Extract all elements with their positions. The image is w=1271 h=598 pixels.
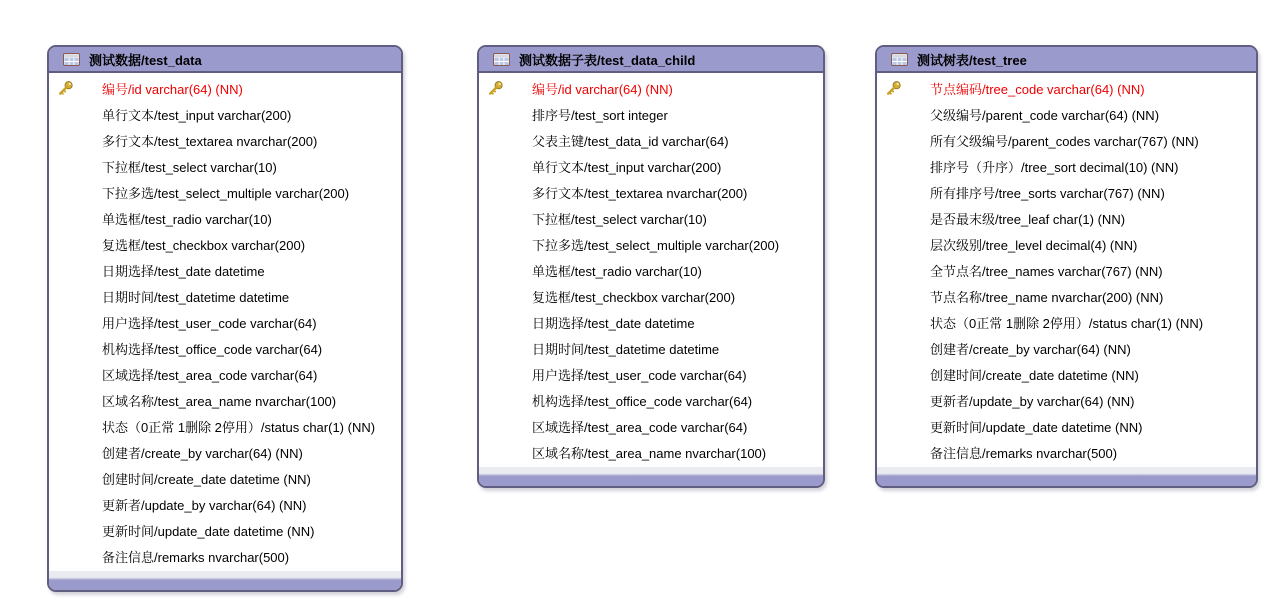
- field-list: [49, 73, 401, 571]
- field-row[interactable]: [877, 257, 1256, 283]
- field-row[interactable]: [877, 179, 1256, 205]
- field-row[interactable]: [479, 335, 823, 361]
- primary-key-icon: [57, 236, 74, 253]
- field-label: 区域名称/test_area_name nvarchar(100): [532, 445, 767, 461]
- field-row[interactable]: [479, 283, 823, 309]
- field-label: 父表主键/test_data_id varchar(64): [532, 133, 729, 149]
- primary-key-icon: [57, 496, 74, 513]
- primary-key-icon: [885, 210, 902, 227]
- field-row[interactable]: [49, 517, 401, 543]
- primary-key-icon: [885, 418, 902, 435]
- field-label: 区域选择/test_area_code varchar(64): [102, 367, 318, 383]
- db-table[interactable]: [875, 45, 1258, 488]
- field-row[interactable]: [479, 127, 823, 153]
- primary-key-icon: [487, 366, 504, 383]
- field-row[interactable]: [49, 283, 401, 309]
- field-label: 用户选择/test_user_code varchar(64): [532, 367, 747, 383]
- primary-key-icon: [885, 444, 902, 461]
- field-label: 单行文本/test_input varchar(200): [102, 107, 292, 123]
- primary-key-icon: [57, 184, 74, 201]
- field-label: 更新时间/update_date datetime (NN): [930, 419, 1143, 435]
- field-label: 备注信息/remarks nvarchar(500): [102, 549, 290, 565]
- field-row[interactable]: [479, 387, 823, 413]
- field-row[interactable]: [49, 101, 401, 127]
- field-label: 用户选择/test_user_code varchar(64): [102, 315, 317, 331]
- field-label: 排序号（升序）/tree_sort decimal(10) (NN): [930, 159, 1179, 175]
- field-label: 日期时间/test_datetime datetime: [102, 289, 290, 305]
- field-label: 机构选择/test_office_code varchar(64): [102, 341, 323, 357]
- field-label: 日期选择/test_date datetime: [532, 315, 695, 331]
- field-label: 单选框/test_radio varchar(10): [532, 263, 702, 279]
- field-row[interactable]: [479, 75, 823, 101]
- field-row[interactable]: [479, 153, 823, 179]
- primary-key-icon: [57, 470, 74, 487]
- primary-key-icon: [57, 418, 74, 435]
- field-list: [479, 73, 823, 467]
- primary-key-icon: [57, 392, 74, 409]
- primary-key-icon: [487, 418, 504, 435]
- field-label: 全节点名/tree_names varchar(767) (NN): [930, 263, 1163, 279]
- field-row[interactable]: [877, 205, 1256, 231]
- primary-key-icon: [885, 366, 902, 383]
- field-label: 排序号/test_sort integer: [532, 107, 668, 123]
- primary-key-icon: [885, 106, 902, 123]
- primary-key-icon: [57, 366, 74, 383]
- field-row[interactable]: [877, 283, 1256, 309]
- primary-key-icon: [487, 158, 504, 175]
- field-row[interactable]: [877, 309, 1256, 335]
- primary-key-icon: [57, 314, 74, 331]
- field-row[interactable]: [877, 231, 1256, 257]
- primary-key-icon: [57, 444, 74, 461]
- field-row[interactable]: [479, 413, 823, 439]
- table-grid-icon: [63, 53, 80, 66]
- field-label: 复选框/test_checkbox varchar(200): [532, 289, 736, 305]
- primary-key-icon: [885, 132, 902, 149]
- field-label: 更新者/update_by varchar(64) (NN): [930, 393, 1135, 409]
- field-label: 多行文本/test_textarea nvarchar(200): [102, 133, 318, 149]
- field-label: 备注信息/remarks nvarchar(500): [930, 445, 1118, 461]
- field-row[interactable]: [479, 205, 823, 231]
- field-label: 下拉框/test_select varchar(10): [532, 211, 707, 227]
- db-table-header[interactable]: [877, 47, 1256, 73]
- field-label: 节点名称/tree_name nvarchar(200) (NN): [930, 289, 1164, 305]
- primary-key-icon: [487, 80, 504, 97]
- primary-key-icon: [487, 236, 504, 253]
- field-row[interactable]: [479, 439, 823, 465]
- field-row[interactable]: [479, 361, 823, 387]
- field-row[interactable]: [877, 413, 1256, 439]
- primary-key-icon: [487, 340, 504, 357]
- field-row[interactable]: [877, 75, 1256, 101]
- field-label: 层次级别/tree_level decimal(4) (NN): [930, 237, 1138, 253]
- primary-key-icon: [487, 106, 504, 123]
- field-row[interactable]: [479, 101, 823, 127]
- table-title: 测试数据/test_data: [89, 52, 202, 68]
- primary-key-icon: [885, 158, 902, 175]
- field-row[interactable]: [49, 75, 401, 101]
- field-label: 是否最末级/tree_leaf char(1) (NN): [930, 211, 1126, 227]
- primary-key-icon: [57, 132, 74, 149]
- primary-key-icon: [885, 262, 902, 279]
- field-row[interactable]: [49, 413, 401, 439]
- field-row[interactable]: [49, 153, 401, 179]
- field-label: 编号/id varchar(64) (NN): [532, 81, 673, 97]
- field-label: 下拉多选/test_select_multiple varchar(200): [102, 185, 350, 201]
- primary-key-icon: [885, 184, 902, 201]
- field-row[interactable]: [877, 101, 1256, 127]
- field-label: 父级编号/parent_code varchar(64) (NN): [930, 107, 1160, 123]
- field-label: 创建者/create_by varchar(64) (NN): [930, 341, 1131, 357]
- table-footer: [877, 467, 1256, 486]
- primary-key-icon: [57, 106, 74, 123]
- field-row[interactable]: [49, 205, 401, 231]
- field-label: 编号/id varchar(64) (NN): [102, 81, 243, 97]
- field-row[interactable]: [49, 543, 401, 569]
- primary-key-icon: [487, 132, 504, 149]
- primary-key-icon: [57, 80, 74, 97]
- primary-key-icon: [487, 184, 504, 201]
- primary-key-icon: [885, 392, 902, 409]
- primary-key-icon: [487, 314, 504, 331]
- field-label: 更新时间/update_date datetime (NN): [102, 523, 315, 539]
- field-row[interactable]: [877, 361, 1256, 387]
- primary-key-icon: [885, 80, 902, 97]
- field-row[interactable]: [479, 257, 823, 283]
- field-row[interactable]: [49, 361, 401, 387]
- db-table[interactable]: [477, 45, 825, 488]
- field-label: 更新者/update_by varchar(64) (NN): [102, 497, 307, 513]
- table-footer: [49, 571, 401, 590]
- field-label: 所有父级编号/parent_codes varchar(767) (NN): [930, 133, 1199, 149]
- primary-key-icon: [57, 548, 74, 565]
- primary-key-icon: [885, 340, 902, 357]
- primary-key-icon: [57, 288, 74, 305]
- primary-key-icon: [57, 158, 74, 175]
- field-row[interactable]: [877, 127, 1256, 153]
- primary-key-icon: [487, 444, 504, 461]
- table-title: 测试树表/test_tree: [917, 52, 1027, 68]
- db-table-header[interactable]: [49, 47, 401, 73]
- field-label: 下拉多选/test_select_multiple varchar(200): [532, 237, 780, 253]
- field-row[interactable]: [877, 439, 1256, 465]
- field-row[interactable]: [479, 179, 823, 205]
- table-title: 测试数据子表/test_data_child: [519, 52, 696, 68]
- primary-key-icon: [885, 236, 902, 253]
- field-row[interactable]: [49, 309, 401, 335]
- field-row[interactable]: [479, 309, 823, 335]
- field-label: 机构选择/test_office_code varchar(64): [532, 393, 753, 409]
- primary-key-icon: [57, 340, 74, 357]
- primary-key-icon: [487, 288, 504, 305]
- field-label: 单行文本/test_input varchar(200): [532, 159, 722, 175]
- primary-key-icon: [885, 288, 902, 305]
- field-row[interactable]: [49, 179, 401, 205]
- primary-key-icon: [885, 314, 902, 331]
- table-grid-icon: [493, 53, 510, 66]
- field-row[interactable]: [49, 491, 401, 517]
- field-label: 下拉框/test_select varchar(10): [102, 159, 277, 175]
- field-label: 日期选择/test_date datetime: [102, 263, 265, 279]
- field-row[interactable]: [877, 335, 1256, 361]
- db-table-header[interactable]: [479, 47, 823, 73]
- field-label: 创建时间/create_date datetime (NN): [930, 367, 1139, 383]
- primary-key-icon: [487, 210, 504, 227]
- field-label: 状态（0正常 1删除 2停用）/status char(1) (NN): [102, 419, 376, 435]
- field-label: 区域名称/test_area_name nvarchar(100): [102, 393, 337, 409]
- field-row[interactable]: [49, 387, 401, 413]
- field-row[interactable]: [49, 465, 401, 491]
- field-label: 状态（0正常 1删除 2停用）/status char(1) (NN): [930, 315, 1204, 331]
- field-label: 创建者/create_by varchar(64) (NN): [102, 445, 303, 461]
- primary-key-icon: [57, 262, 74, 279]
- field-row[interactable]: [49, 127, 401, 153]
- field-row[interactable]: [49, 439, 401, 465]
- field-label: 所有排序号/tree_sorts varchar(767) (NN): [930, 185, 1165, 201]
- primary-key-icon: [57, 210, 74, 227]
- field-label: 复选框/test_checkbox varchar(200): [102, 237, 306, 253]
- db-table[interactable]: [47, 45, 403, 592]
- field-row[interactable]: [877, 153, 1256, 179]
- primary-key-icon: [487, 392, 504, 409]
- field-label: 节点编码/tree_code varchar(64) (NN): [930, 81, 1145, 97]
- field-label: 创建时间/create_date datetime (NN): [102, 471, 311, 487]
- field-label: 日期时间/test_datetime datetime: [532, 341, 720, 357]
- field-label: 多行文本/test_textarea nvarchar(200): [532, 185, 748, 201]
- field-label: 单选框/test_radio varchar(10): [102, 211, 272, 227]
- field-row[interactable]: [877, 387, 1256, 413]
- table-footer: [479, 467, 823, 486]
- field-row[interactable]: [49, 257, 401, 283]
- field-list: [877, 73, 1256, 467]
- primary-key-icon: [487, 262, 504, 279]
- field-label: 区域选择/test_area_code varchar(64): [532, 419, 748, 435]
- field-row[interactable]: [49, 231, 401, 257]
- field-row[interactable]: [479, 231, 823, 257]
- table-grid-icon: [891, 53, 908, 66]
- field-row[interactable]: [49, 335, 401, 361]
- primary-key-icon: [57, 522, 74, 539]
